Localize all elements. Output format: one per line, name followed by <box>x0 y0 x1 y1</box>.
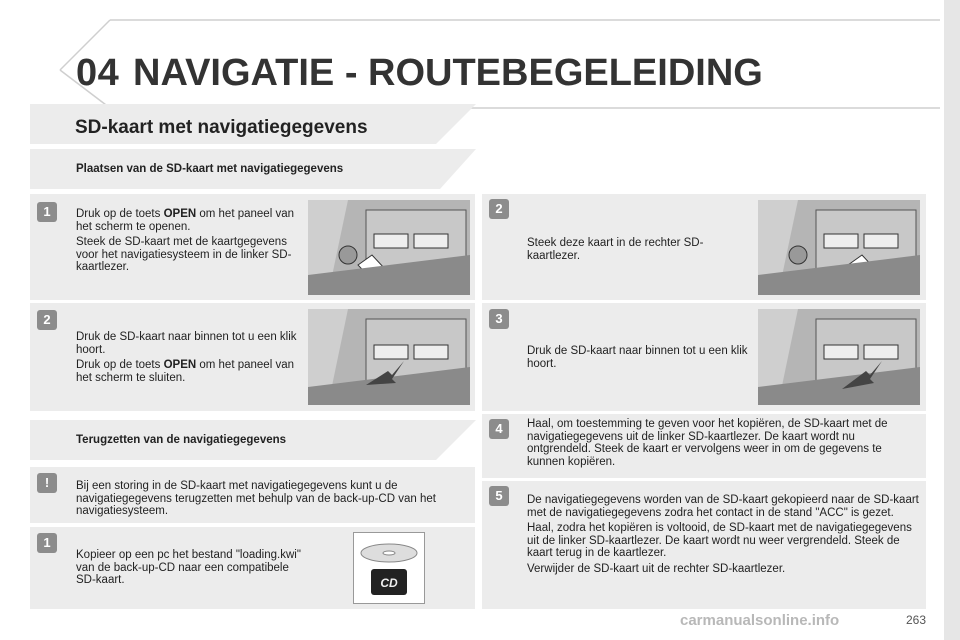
cd-label: CD <box>380 576 398 590</box>
placing-subheading: Plaatsen van de SD-kaart met navigatiegegevens <box>76 163 344 175</box>
sd-insert-left-image <box>308 200 470 295</box>
sd-slot-illustration <box>308 309 470 405</box>
step-text: Druk de SD-kaart naar binnen tot u een klik hoort. Druk op de toets OPEN om het paneel van het scherm te sluiten. <box>76 331 297 384</box>
sd-insert-right-image <box>758 200 920 295</box>
step-badge: 3 <box>489 309 509 329</box>
step-text: Steek deze kaart in de rechter SD-kaartlezer. <box>527 237 704 262</box>
step-badge: 2 <box>489 199 509 219</box>
side-tab <box>944 0 960 640</box>
sd-slot-illustration <box>758 200 920 295</box>
step-badge: 2 <box>37 310 57 330</box>
sd-slot-illustration <box>308 200 470 295</box>
chapter-number: 04 <box>76 52 120 94</box>
cd-icon <box>354 533 424 603</box>
backup-cd-image <box>353 532 425 604</box>
restore-subheading: Terugzetten van de navigatiegegevens <box>76 434 287 446</box>
sd-push-right-image <box>758 309 920 405</box>
sd-slot-illustration <box>758 309 920 405</box>
step-text: Druk op de toets OPEN om het paneel van het scherm te openen. Steek de SD-kaart met de kaartgegevens voor het navigatiesysteem in de linker SD-kaartlezer. <box>76 208 294 273</box>
sd-push-left-image <box>308 309 470 405</box>
warning-text: Bij een storing in de SD-kaart met navigatiegegevens kunt u de navigatiegegevens terugzetten met behulp van de back-up-CD van het navigatiesysteem. <box>76 480 436 517</box>
warning-icon: ! <box>37 473 57 493</box>
restore-step-4-text: Haal, om toestemming te geven voor het kopiëren, de SD-kaart met de navigatiegegevens uit de linker SD-kaartlezer. De kaart wordt nu ontgrendeld. Steek de kaart er vervolgens weer in om de gegevens te kunnen kopiëren. <box>527 418 888 468</box>
page-number: 263 <box>906 613 927 627</box>
step-badge: 4 <box>489 419 509 439</box>
restore-step-5-text: De navigatiegegevens worden van de SD-kaart gekopieerd naar de SD-kaart met de navigatiegegevens zodra het contact in de stand "ACC" is gezet. Haal, zodra het kopiëren is voltooid, de SD-kaart met de navigatiegegevens uit de linker SD-kaartlezer. De kaart wordt nu weer vergrendeld. Steek de kaart terug in de kaartlezer. Verwijder de SD-kaart uit de rechter SD-kaartlezer. <box>527 494 919 575</box>
restore-step-1-text: Kopieer op een pc het bestand "loading.kwi" van de back-up-CD naar een compatibele SD-kaart. <box>76 549 301 586</box>
watermark: carmanualsonline.info <box>680 612 840 629</box>
page-title: NAVIGATIE - ROUTEBEGELEIDING <box>133 52 763 94</box>
step-badge: 1 <box>37 533 57 553</box>
section-title: SD-kaart met navigatiegegevens <box>75 117 368 138</box>
step-text: Druk de SD-kaart naar binnen tot u een klik hoort. <box>527 345 748 370</box>
step-badge: 1 <box>37 202 57 222</box>
step-badge: 5 <box>489 486 509 506</box>
